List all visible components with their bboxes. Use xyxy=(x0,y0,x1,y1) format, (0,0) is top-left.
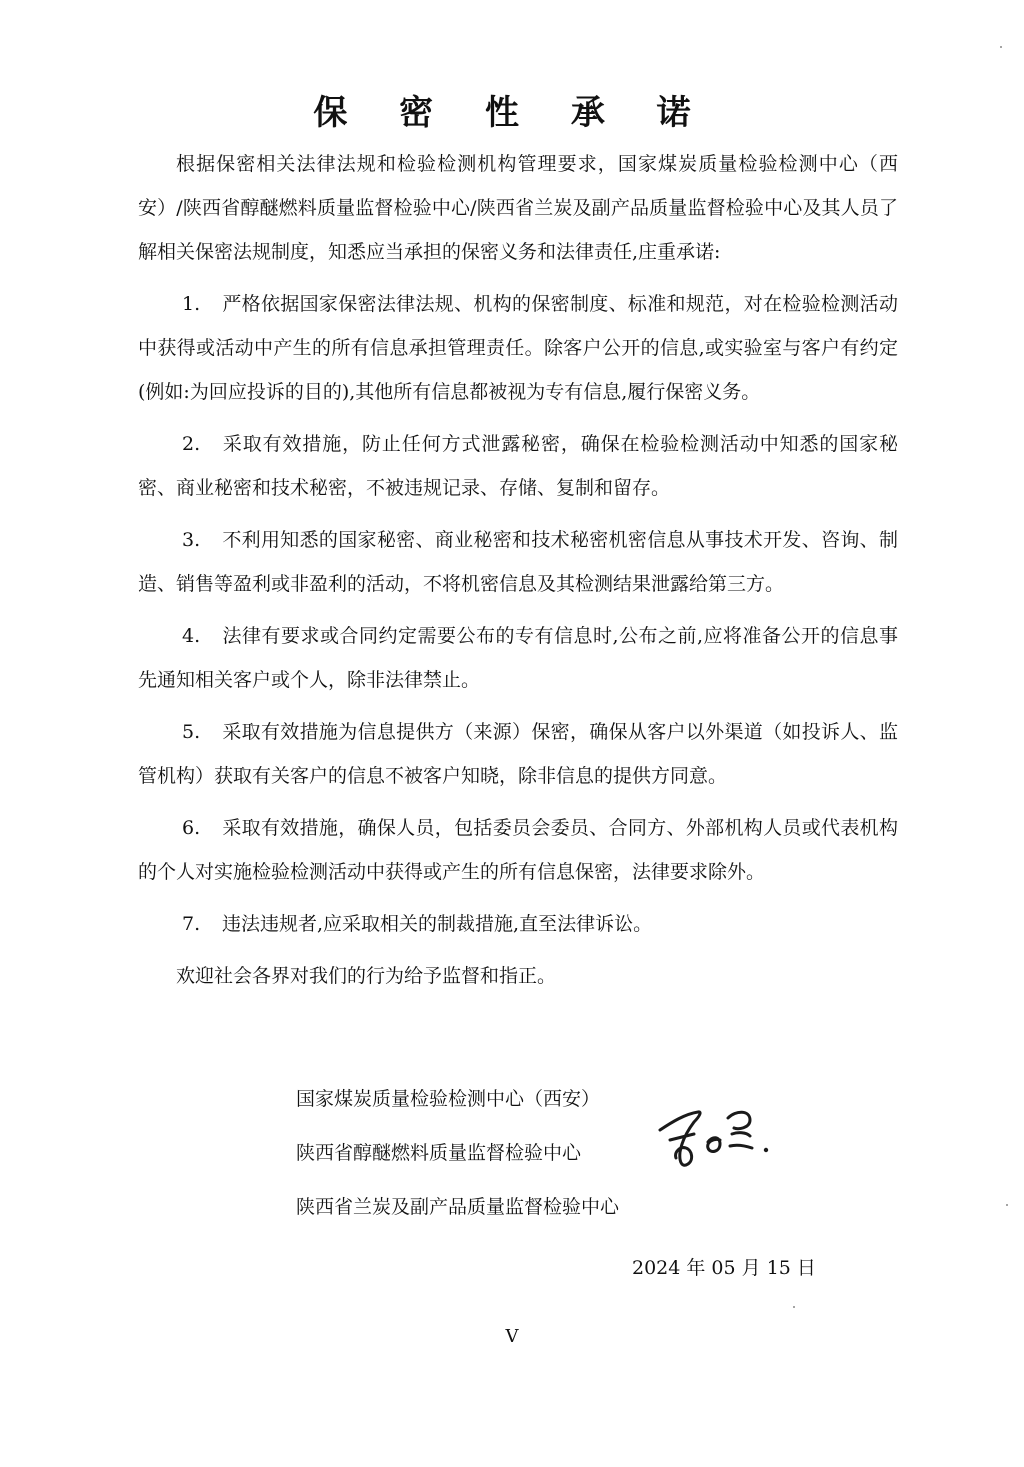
signatory-org-2: 陕西省醇醚燃料质量监督检验中心 xyxy=(296,1142,582,1164)
item-text: 不利用知悉的国家秘密、商业秘密和技术秘密机密信息从事技术开发、咨询、制造、销售等盈利或非盈利的活动，不将机密信息及其检测结果泄露给第三方。 xyxy=(138,529,898,595)
scan-speck xyxy=(1006,1204,1008,1206)
scan-speck xyxy=(793,1306,795,1308)
intro-paragraph: 根据保密相关法律法规和检验检测机构管理要求，国家煤炭质量检验检测中心（西安）/陕西省醇醚燃料质量监督检验中心/陕西省兰炭及副产品质量监督检验中心及其人员了解相关保密法规制度，知悉应当承担的保密义务和法律责任,庄重承诺: xyxy=(138,153,898,263)
item-number: 3. xyxy=(182,529,201,551)
signatory-org-1: 国家煤炭质量检验检测中心（西安） xyxy=(296,1088,601,1110)
item-text: 违法违规者,应采取相关的制裁措施,直至法律诉讼。 xyxy=(222,913,653,935)
signatory-block xyxy=(296,1072,619,1234)
item-text: 严格依据国家保密法律法规、机构的保密制度、标准和规范，对在检验检测活动中获得或活动中产生的所有信息承担管理责任。除客户公开的信息,或实验室与客户有约定(例如:为回应投诉的目的),其他所有信息都被视为专有信息,履行保密义务。 xyxy=(138,293,898,403)
scan-speck xyxy=(1000,46,1002,48)
item-text: 法律有要求或合同约定需要公布的专有信息时,公布之前,应将准备公开的信息事先通知相关客户或个人，除非法律禁止。 xyxy=(138,625,898,691)
page-number: V xyxy=(505,1326,519,1347)
commitment-item-7 xyxy=(138,902,898,946)
item-number: 1. xyxy=(182,293,201,315)
item-number: 7. xyxy=(182,913,201,935)
commitment-item-3 xyxy=(138,518,898,606)
handwritten-signature xyxy=(650,1100,780,1180)
item-number: 6. xyxy=(182,817,201,839)
commitment-item-6 xyxy=(138,806,898,894)
closing-paragraph: 欢迎社会各界对我们的行为给予监督和指正。 xyxy=(176,965,557,987)
document-title: 保 密 性 承 诺 xyxy=(313,93,711,133)
item-text: 采取有效措施为信息提供方（来源）保密，确保从客户以外渠道（如投诉人、监管机构）获取有关客户的信息不被客户知晓，除非信息的提供方同意。 xyxy=(138,721,898,787)
commitment-item-5 xyxy=(138,710,898,798)
document-body xyxy=(138,142,898,1006)
document-date: 2024 年 05 月 15 日 xyxy=(632,1257,816,1279)
commitment-item-4 xyxy=(138,614,898,702)
commitment-item-2 xyxy=(138,422,898,510)
commitment-item-1 xyxy=(138,282,898,414)
item-number: 4. xyxy=(182,625,201,647)
signatory-org-3: 陕西省兰炭及副产品质量监督检验中心 xyxy=(296,1196,620,1218)
item-number: 5. xyxy=(182,721,201,743)
item-text: 采取有效措施，防止任何方式泄露秘密，确保在检验检测活动中知悉的国家秘密、商业秘密和技术秘密，不被违规记录、存储、复制和留存。 xyxy=(138,433,898,499)
item-number: 2. xyxy=(182,433,201,455)
item-text: 采取有效措施，确保人员，包括委员会委员、合同方、外部机构人员或代表机构的个人对实施检验检测活动中获得或产生的所有信息保密，法律要求除外。 xyxy=(138,817,898,883)
